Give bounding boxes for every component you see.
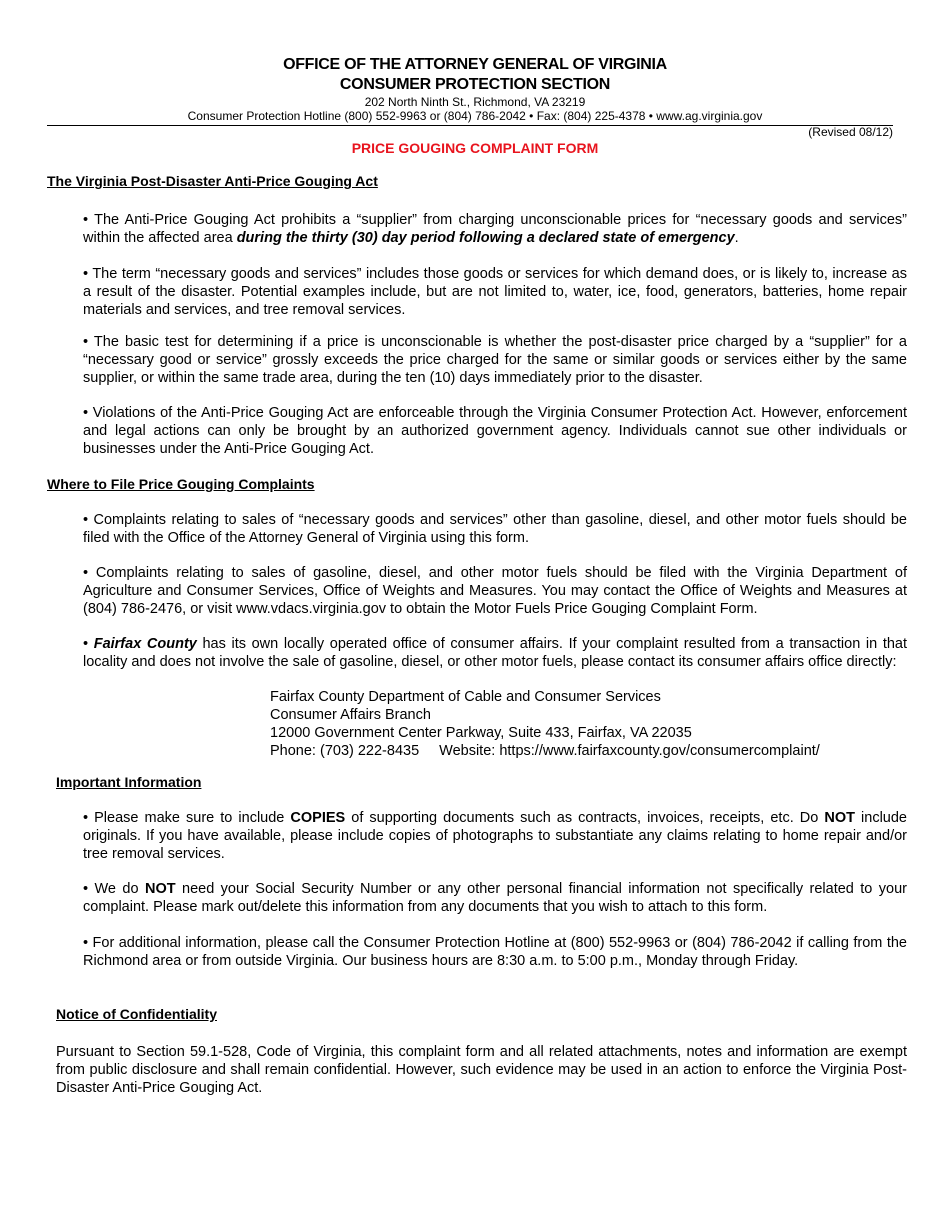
fairfax-address-block [270, 688, 820, 760]
office-name: OFFICE OF THE ATTORNEY GENERAL OF VIRGINIA [283, 56, 667, 73]
not-emphasis-2: NOT [144, 881, 176, 897]
important-heading: Important Information [56, 774, 202, 790]
act-paragraph-2: • The term “necessary goods and services” includes those goods or services for which demand does, or is likely to, increase as a result of the disaster. Potential examples include, but are not limited to, water, ice, food, generators, batteries, home repair materials and services, and tree removal services. [83, 266, 907, 318]
act-heading: The Virginia Post-Disaster Anti-Price Gouging Act [47, 173, 378, 189]
fairfax-phone: Phone: (703) 222-8435 [270, 743, 420, 759]
office-contact: Consumer Protection Hotline (800) 552-9963 or (804) 786-2042 • Fax: (804) 225-4378 • www.ag.virginia.gov [187, 109, 763, 123]
confidentiality-heading: Notice of Confidentiality [56, 1006, 217, 1022]
fairfax-phone-website [270, 742, 820, 760]
important-paragraph-3: • For additional information, please call the Consumer Protection Hotline at (800) 552-9963 or (804) 786-2042 if calling from the Richmond area or from outside Virginia. Our business hours are 8:30 a.m. to 5:00 p.m., Monday through Friday. [83, 935, 907, 969]
section-name: CONSUMER PROTECTION SECTION [339, 76, 611, 93]
where-paragraph-2: • Complaints relating to sales of gasoline, diesel, and other motor fuels should be filed with the Virginia Department of Agriculture and Consumer Services, Office of Weights and Measures. You may contact the Office of Weights and Measures at (804) 786-2476, or visit www.vdacs.virginia.gov to obtain the Motor Fuels Price Gouging Complaint Form. [83, 565, 907, 617]
confidentiality-text: Pursuant to Section 59.1-528, Code of Virginia, this complaint form and all related attachments, notes and information are exempt from public disclosure and shall remain confidential. However, such evidence may be used in an action to enforce the Virginia Post-Disaster Anti-Price Gouging Act. [56, 1044, 907, 1096]
where-p3-bullet: • [83, 636, 94, 652]
fairfax-website: Website: https://www.fairfaxcounty.gov/consumercomplaint/ [439, 743, 820, 759]
important-paragraph-1 [83, 809, 907, 863]
fairfax-line-2: Consumer Affairs Branch [270, 707, 431, 723]
header-divider [47, 125, 893, 126]
fairfax-line-1: Fairfax County Department of Cable and Consumer Services [270, 689, 661, 705]
form-title: PRICE GOUGING COMPLAINT FORM [351, 140, 599, 156]
where-paragraph-3 [83, 635, 907, 671]
important-p2-c: need your Social Security Number or any other personal financial information not specifically related to your complaint. Please mark out/delete this information from any documents that you wish to attach to this form. [83, 881, 908, 915]
important-p1-a: • Please make sure to include [83, 810, 291, 826]
act-paragraph-1 [83, 211, 907, 247]
fairfax-line-3: 12000 Government Center Parkway, Suite 433, Fairfax, VA 22035 [270, 725, 692, 741]
act-paragraph-3: • The basic test for determining if a price is unconscionable is whether the post-disaster price charged by a “supplier” for a “necessary good or service” grossly exceeds the price charged for the same or similar goods or services either by the same supplier, or within the same trade area, during the ten (10) days immediately prior to the disaster. [83, 334, 907, 386]
where-heading: Where to File Price Gouging Complaints [47, 476, 315, 492]
important-p1-e: include originals. If you have available, please include copies of photographs to substantiate any claims relating to home repair and/or tree removal services. [83, 810, 907, 862]
important-p1-c: of supporting documents such as contracts, invoices, receipts, etc. Do [345, 810, 825, 826]
act-p1-text: • The Anti-Price Gouging Act prohibits a “supplier” from charging unconscionable prices for “necessary goods and services” within the affected area [83, 212, 907, 246]
where-paragraph-1: • Complaints relating to sales of “necessary goods and services” other than gasoline, diesel, and other motor fuels should be filed with the Office of the Attorney General of Virginia using this form. [83, 512, 907, 546]
revision-date: (Revised 08/12) [808, 125, 893, 139]
important-p2-a: • We do [83, 881, 145, 897]
fairfax-county-label: Fairfax County [93, 636, 197, 652]
not-emphasis: NOT [824, 810, 855, 826]
where-p3-text: has its own locally operated office of consumer affairs. If your complaint resulted from a transaction in that locality and does not involve the sale of gasoline, diesel, or other motor fuels, please contact its consumer affairs office directly: [83, 636, 908, 670]
act-p1-emphasis: during the thirty (30) day period following a declared state of emergency [236, 230, 735, 246]
act-p1-end: . [734, 230, 739, 246]
act-paragraph-4: • Violations of the Anti-Price Gouging Act are enforceable through the Virginia Consumer Protection Act. However, enforcement and legal actions can only be brought by an authorized government agency. Individuals cannot sue other individuals or businesses under the Anti-Price Gouging Act. [83, 405, 907, 457]
important-paragraph-2 [83, 880, 907, 916]
copies-emphasis: COPIES [290, 810, 346, 826]
office-address: 202 North Ninth St., Richmond, VA 23219 [364, 95, 586, 109]
